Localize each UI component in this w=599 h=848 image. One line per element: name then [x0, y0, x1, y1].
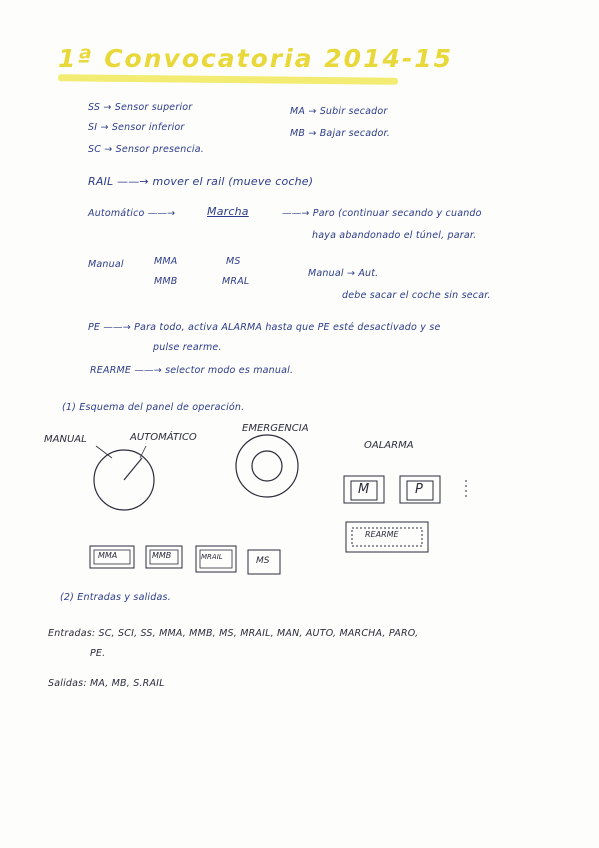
manual-mmb: MMB: [154, 276, 178, 287]
rearme-label: REARME: [365, 530, 399, 539]
section-1-heading: (1) Esquema del panel de operación.: [62, 402, 245, 413]
manual-label: Manual: [88, 259, 124, 270]
auto-prefix: Automático ——→: [88, 208, 176, 219]
auto-rest-1: ——→ Paro (continuar secando y cuando: [282, 208, 482, 219]
manual-note: debe sacar el coche sin secar.: [342, 290, 491, 301]
selector-auto-label: AUTOMÁTICO: [130, 432, 197, 443]
pe-line-2: pulse rearme.: [153, 342, 222, 353]
entradas-line-1: Entradas: SC, SCI, SS, MMA, MMB, MS, MRAIL, MAN, AUTO, MARCHA, PARO,: [48, 628, 419, 639]
auto-rest-2: haya abandonado el túnel, parar.: [312, 230, 477, 241]
manual-mral: MRAL: [222, 276, 250, 287]
mmb-label: MMB: [152, 551, 172, 560]
def-ss: SS → Sensor superior: [88, 102, 193, 113]
emergency-label: EMERGENCIA: [242, 423, 309, 434]
p-button-label: P: [415, 482, 423, 497]
pe-line-1: PE ——→ Para todo, activa ALARMA hasta que PE esté desactivado y se: [88, 322, 441, 333]
manual-ms: MS: [226, 256, 241, 267]
m-button-label: M: [358, 482, 370, 497]
def-mb: MB → Bajar secador.: [290, 128, 390, 139]
def-ma: MA → Subir secador: [290, 106, 388, 117]
selector-manual-label: MANUAL: [44, 434, 87, 445]
emergency-outer-circle: [236, 435, 298, 497]
entradas-line-2: PE.: [90, 648, 106, 659]
ms-label: MS: [256, 556, 270, 566]
def-sc: SC → Sensor presencia.: [88, 144, 204, 155]
rearme-line: REARME ——→ selector modo es manual.: [90, 365, 294, 376]
mma-label: MMA: [98, 551, 118, 560]
manual-mma: MMA: [154, 256, 178, 267]
manual-aut: Manual → Aut.: [308, 268, 379, 279]
auto-marcha: Marcha: [207, 205, 249, 218]
manual-leader: [96, 446, 112, 458]
page-title: 1ª Convocatoria 2014-15: [58, 44, 454, 73]
emergency-inner-circle: [252, 451, 282, 481]
mode-selector-pointer: [124, 458, 142, 480]
mrail-label: MRAIL: [201, 553, 223, 561]
def-si: SI → Sensor inferior: [88, 122, 185, 133]
section-2-heading: (2) Entradas y salidas.: [60, 592, 171, 603]
alarm-label: OALARMA: [364, 440, 414, 451]
rail-line: RAIL ——→ mover el rail (mueve coche): [88, 175, 314, 188]
salidas-line: Salidas: MA, MB, S.RAIL: [48, 678, 165, 689]
